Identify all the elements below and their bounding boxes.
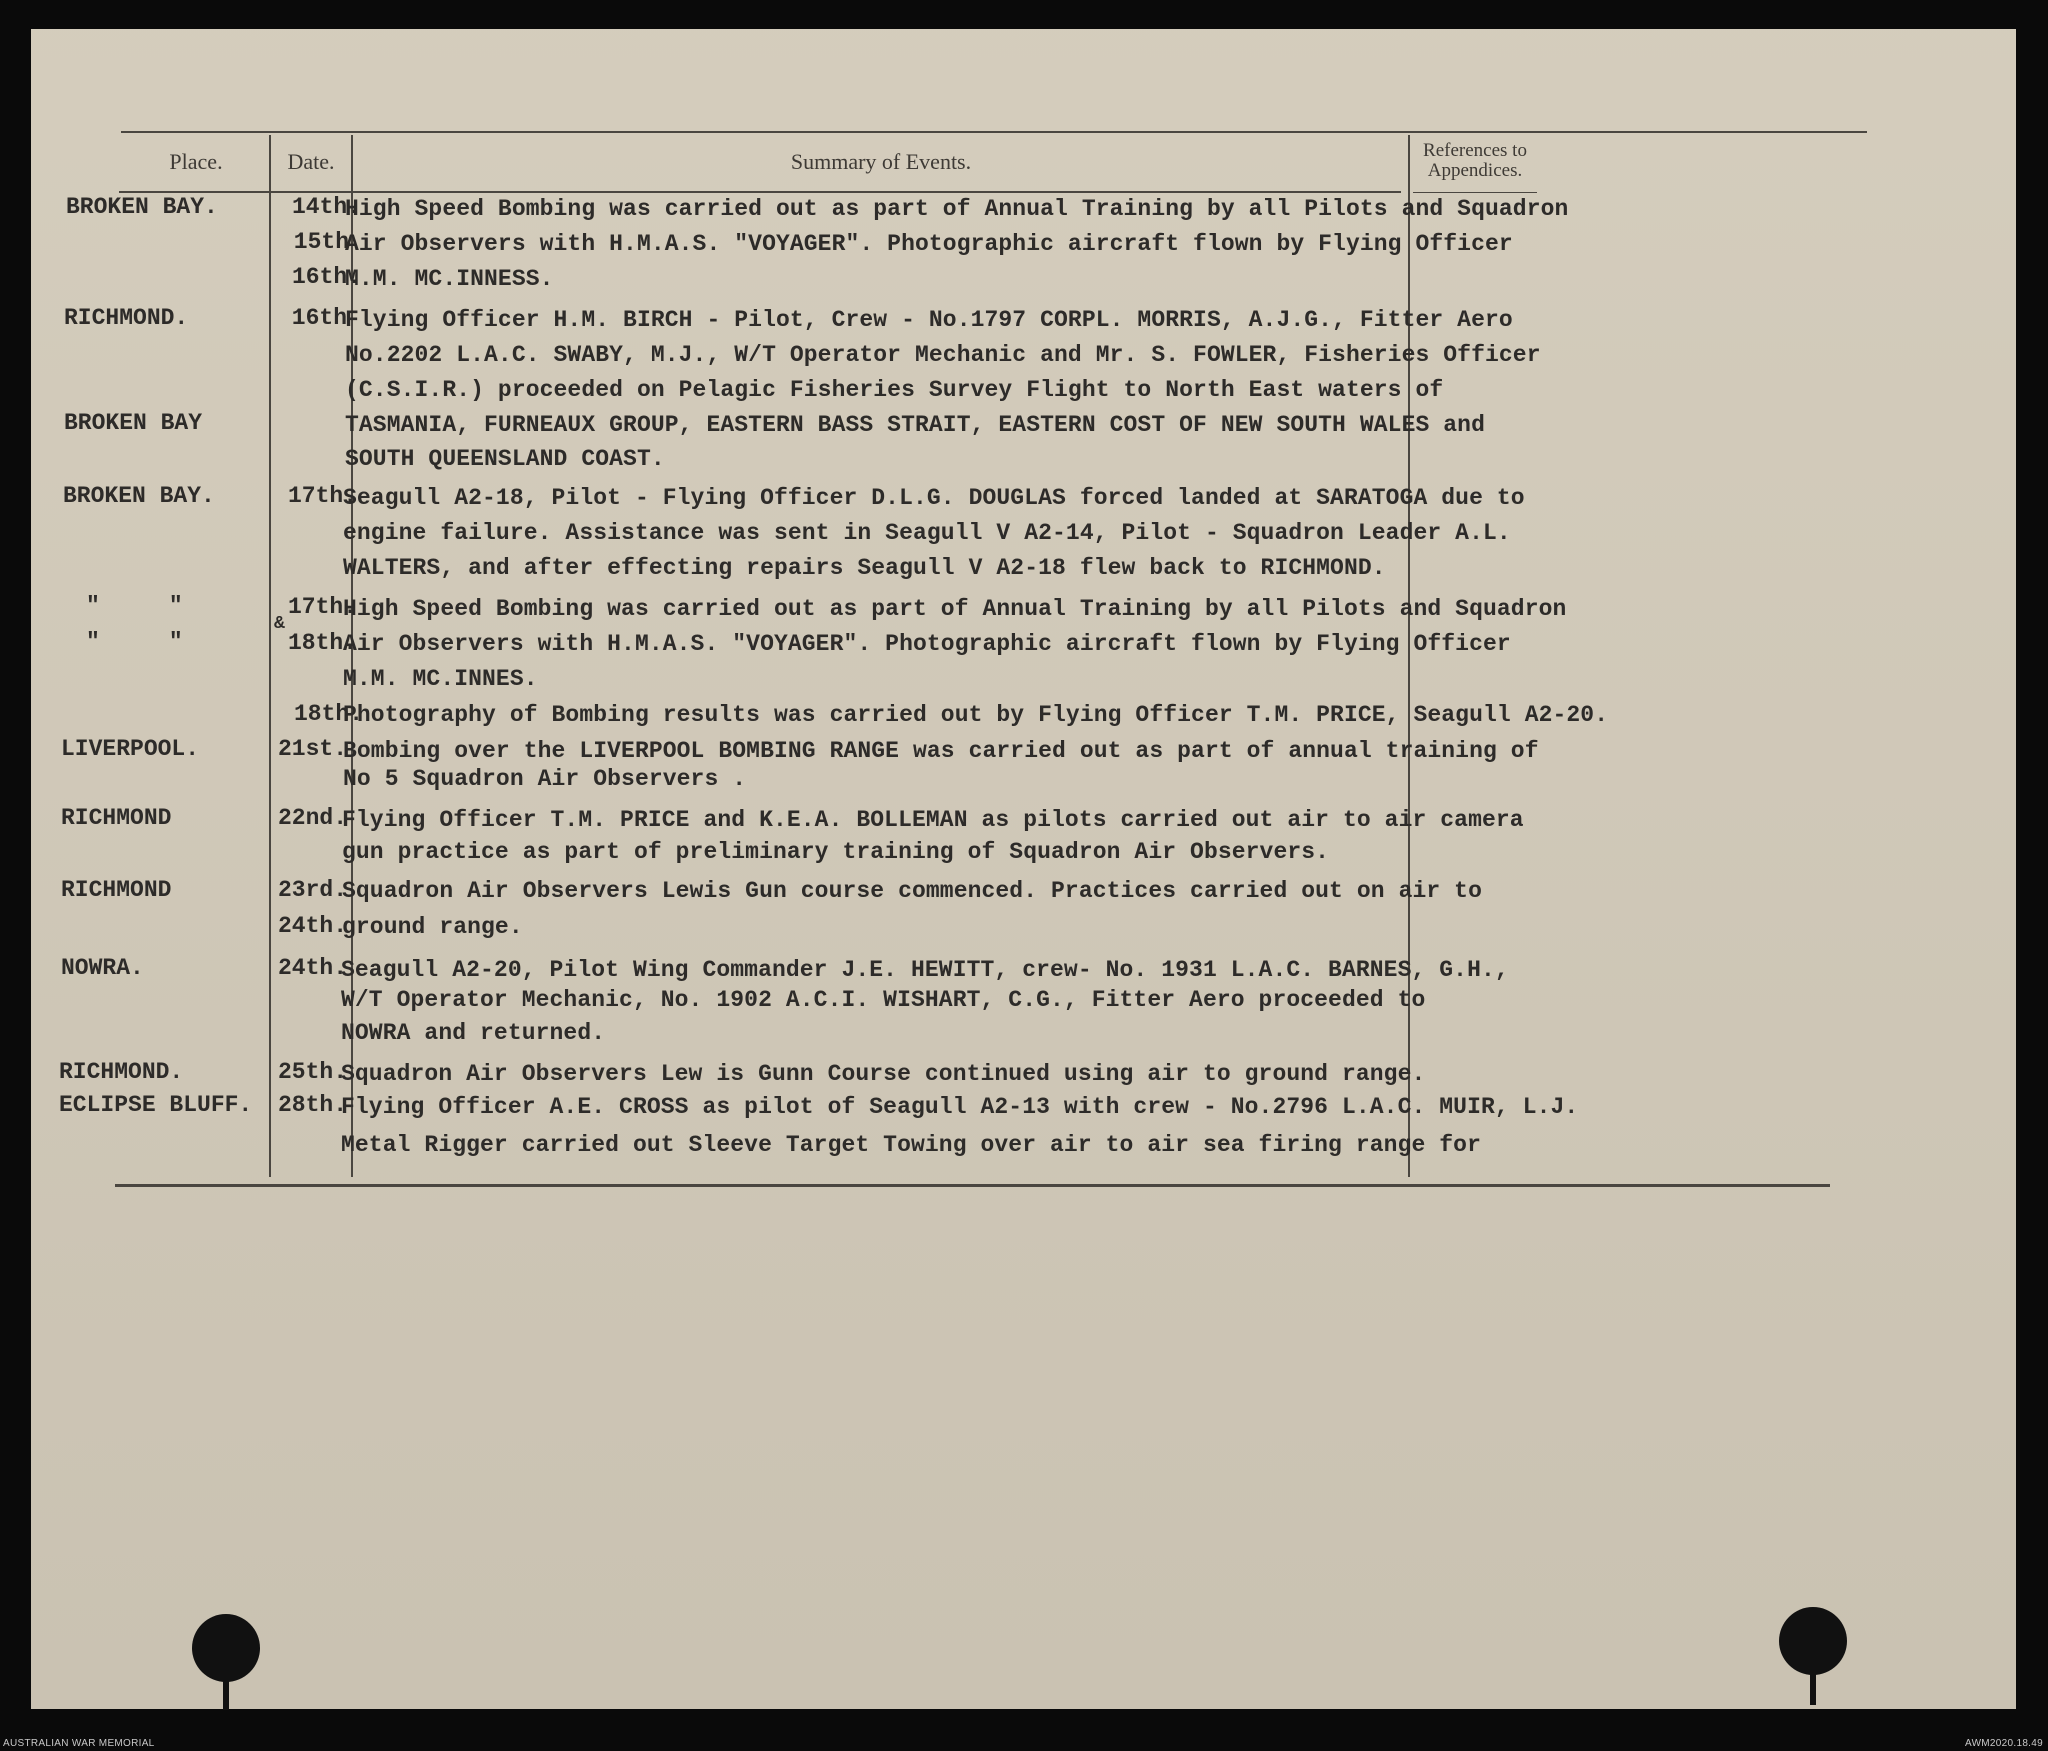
entry-text-line: Air Observers with H.M.A.S. "VOYAGER". Photographic aircraft flown by Flying Officer [345,231,1513,257]
entry-place-secondary: " " [86,629,183,655]
entry-date: 14th. [291,194,361,220]
entry-text-line: ground range. [342,914,523,940]
entry-place-secondary: BROKEN BAY [64,410,203,436]
header-top-rule [121,131,1867,133]
entry-text-line: engine failure. Assistance was sent in Seagull V A2-14, Pilot - Squadron Leader A.L. [343,520,1511,546]
entry-date: 15th [293,229,349,255]
punch-hole-left-tab [223,1670,229,1710]
entry-date: 21st. [277,736,347,762]
header-references-line2: Appendices. [1427,160,1523,181]
entry-date: 16th. [291,264,361,290]
entry-place: RICHMOND [61,877,172,903]
entry-date: 18th. [293,701,363,727]
entry-place: NOWRA. [61,955,144,981]
entry-date: 28th. [277,1092,347,1118]
entry-text-line: WALTERS, and after effecting repairs Seagull V A2-18 flew back to RICHMOND. [343,555,1386,581]
header-summary: Summary of Events. [790,149,972,174]
entry-place: RICHMOND [61,805,172,831]
header-bottom-rule [119,191,1401,193]
footer-source: AUSTRALIAN WAR MEMORIAL [3,1738,155,1749]
entry-text-line: Squadron Air Observers Lew is Gunn Course continued using air to ground range. [341,1061,1426,1087]
entry-place: " " [86,593,183,619]
entry-place: BROKEN BAY. [66,194,218,220]
entry-date: 23rd. [277,877,347,903]
entry-text-line: Flying Officer T.M. PRICE and K.E.A. BOLLEMAN as pilots carried out air to air camera [342,807,1524,833]
entry-text-line: No 5 Squadron Air Observers . [343,766,747,792]
entry-date: 16th [291,305,347,331]
entry-text-line: SOUTH QUEENSLAND COAST. [345,446,665,472]
entry-place: RICHMOND. [64,305,189,331]
entry-text-line: Squadron Air Observers Lewis Gun course commenced. Practices carried out on air to [342,878,1482,904]
entry-text-line: No.2202 L.A.C. SWABY, M.J., W/T Operator Mechanic and Mr. S. FOWLER, Fisheries Officer [345,342,1541,368]
entry-text-line: High Speed Bombing was carried out as part of Annual Training by all Pilots and Squadron [343,596,1567,622]
entry-date: 22nd. [277,805,347,831]
entry-date: 18th. [287,630,357,656]
entry-text-line: (C.S.I.R.) proceeded on Pelagic Fisheries Survey Flight to North East waters of [345,377,1444,403]
footer-accession: AWM2020.18.49 [1964,1738,2043,1749]
entry-text-line: Flying Officer A.E. CROSS as pilot of Seagull A2-13 with crew - No.2796 L.A.C. MUIR, L.J. [341,1094,1579,1120]
entry-place: LIVERPOOL. [61,736,200,762]
header-references [1413,141,1537,181]
entry-text-line: Flying Officer H.M. BIRCH - Pilot, Crew - No.1797 CORPL. MORRIS, A.J.G., Fitter Aero [345,307,1513,333]
entry-date: 24th. [277,913,347,939]
entry-date: 25th. [277,1059,347,1085]
header-place: Place. [169,149,223,174]
entry-text-line: gun practice as part of preliminary training of Squadron Air Observers. [342,839,1330,865]
place-column-divider [269,135,271,1177]
entry-date: 24th. [277,955,347,981]
punch-hole-right-tab [1810,1665,1816,1705]
entry-text-line: Seagull A2-18, Pilot - Flying Officer D.L.G. DOUGLAS forced landed at SARATOGA due to [343,485,1525,511]
entry-date: 17th. [287,594,357,620]
entry-text-line: Seagull A2-20, Pilot Wing Commander J.E. HEWITT, crew- No. 1931 L.A.C. BARNES, G.H., [341,957,1509,983]
entry-text-line: M.M. MC.INNESS. [345,266,554,292]
header-date: Date. [287,149,335,174]
document-page [31,29,2016,1709]
entry-place: ECLIPSE BLUFF. [59,1092,253,1118]
entry-place: BROKEN BAY. [63,483,215,509]
entry-text-line: W/T Operator Mechanic, No. 1902 A.C.I. WISHART, C.G., Fitter Aero proceeded to [341,987,1426,1013]
entry-text-line: Photography of Bombing results was carried out by Flying Officer T.M. PRICE, Seagull A2-20. [343,702,1609,728]
entry-text-line: M.M. MC.INNES. [343,666,538,692]
entry-place: RICHMOND. [59,1059,184,1085]
entry-text-line: High Speed Bombing was carried out as part of Annual Training by all Pilots and Squadron [345,196,1569,222]
header-references-line1: References to [1423,140,1527,161]
entry-date: 17th. [287,483,357,509]
entry-date-ampersand: & [274,614,285,634]
entry-text-line: NOWRA and returned. [341,1020,606,1046]
entry-text-line: Metal Rigger carried out Sleeve Target Towing over air to air sea firing range for [341,1132,1481,1158]
entry-text-line: Bombing over the LIVERPOOL BOMBING RANGE was carried out as part of annual training of [343,738,1539,764]
header-bottom-rule-refs [1413,192,1537,193]
entry-text-line: TASMANIA, FURNEAUX GROUP, EASTERN BASS STRAIT, EASTERN COST OF NEW SOUTH WALES and [345,412,1485,438]
entry-text-line: Air Observers with H.M.A.S. "VOYAGER". Photographic aircraft flown by Flying Officer [343,631,1511,657]
table-bottom-rule [115,1184,1830,1187]
